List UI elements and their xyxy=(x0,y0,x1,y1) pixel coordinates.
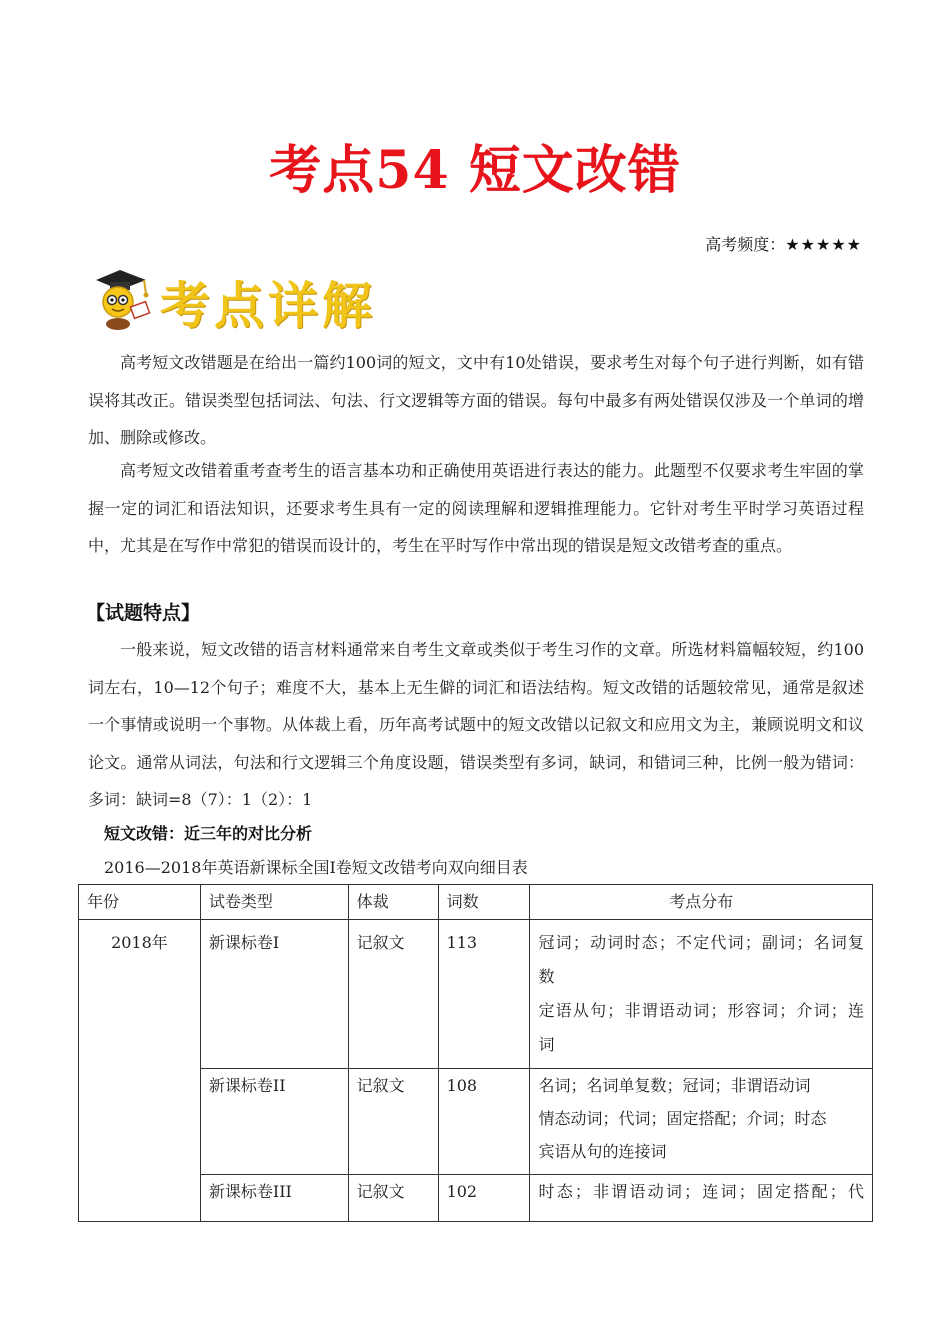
points-line: 定语从句；非谓语动词；形容词；介词；连 xyxy=(538,1001,864,1020)
paper-cell: 新课标卷II xyxy=(200,1069,348,1175)
points-line: 名词；名词单复数；冠词；非谓语动词 xyxy=(538,1076,811,1095)
paper-cell: 新课标卷III xyxy=(200,1175,348,1222)
frequency-label: 高考频度： xyxy=(705,235,786,254)
section-banner xyxy=(88,262,408,334)
points-line: 词 xyxy=(538,1035,555,1054)
points-cell xyxy=(530,920,873,1069)
table-row xyxy=(79,920,873,1069)
table-header-row xyxy=(79,885,873,920)
features-paragraph: 一般来说，短文改错的语言材料通常来自考生文章或类似于考生习作的文章。所选材料篇幅较短，约100词左右，10—12个句子；难度不大，基本上无生僻的词汇和语法结构。短文改错的话题较常见，通常是叙述一个事情或说明一个事物。从体裁上看，历年高考试题中的短文改错以记叙文和应用文为主，兼顾说明文和议论文。通常从词法，句法和行文逻辑三个角度设题，错误类型有多词，缺词，和错词三种，比例一般为错词：多词：缺词=8（7）：1（2）：1 xyxy=(88,640,864,809)
page-title: 考点54 短文改错 xyxy=(269,140,681,201)
genre-cell: 记叙文 xyxy=(348,1069,438,1175)
genre-cell: 记叙文 xyxy=(348,920,438,1069)
exam-analysis-table xyxy=(78,884,873,1222)
header-year: 年份 xyxy=(79,885,201,920)
year-cell: 2018年 xyxy=(79,920,201,1222)
genre-cell: 记叙文 xyxy=(348,1175,438,1222)
intro-paragraph-1: 高考短文改错题是在给出一篇约100词的短文，文中有10处错误，要求考生对每个句子进行判断，如有错误将其改正。错误类型包括词法、句法、行文逻辑等方面的错误。每句中最多有两处错误仅涉及一个单词的增加、删除或修改。 xyxy=(88,353,864,447)
points-line: 情态动词；代词；固定搭配；介词；时态 xyxy=(538,1109,827,1128)
header-genre: 体裁 xyxy=(348,885,438,920)
intro-paragraph-2: 高考短文改错着重考查考生的语言基本功和正确使用英语进行表达的能力。此题型不仅要求考生牢固的掌握一定的词汇和语法知识，还要求考生具有一定的阅读理解和逻辑推理能力。它针对考生平时学习英语过程中，尤其是在写作中常犯的错误而设计的，考生在平时写作中常出现的错误是短文改错考查的重点。 xyxy=(88,461,864,555)
banner-text: 考点详解 xyxy=(160,277,376,335)
table-caption: 2016—2018年英语新课标全国I卷短文改错考向双向细目表 xyxy=(104,858,528,877)
points-line: 宾语从句的连接词 xyxy=(538,1142,667,1161)
header-paper-type: 试卷类型 xyxy=(200,885,348,920)
words-cell: 113 xyxy=(438,920,530,1069)
frequency-stars: ★★★★★ xyxy=(785,235,862,254)
points-cell xyxy=(530,1069,873,1175)
features-heading: 【试题特点】 xyxy=(86,602,201,624)
points-line: 时态；非谓语动词；连词；固定搭配；代 xyxy=(538,1182,864,1201)
words-cell: 102 xyxy=(438,1175,530,1222)
frequency-rating xyxy=(705,232,862,255)
points-line: 数 xyxy=(538,967,555,986)
points-cell xyxy=(530,1175,873,1222)
words-cell: 108 xyxy=(438,1069,530,1175)
header-word-count: 词数 xyxy=(438,885,530,920)
graduate-mascot-icon xyxy=(88,262,158,332)
paper-cell: 新课标卷I xyxy=(200,920,348,1069)
header-test-points: 考点分布 xyxy=(530,885,873,920)
points-line: 冠词；动词时态；不定代词；副词；名词复 xyxy=(538,933,864,952)
analysis-subheading: 短文改错：近三年的对比分析 xyxy=(104,824,313,843)
